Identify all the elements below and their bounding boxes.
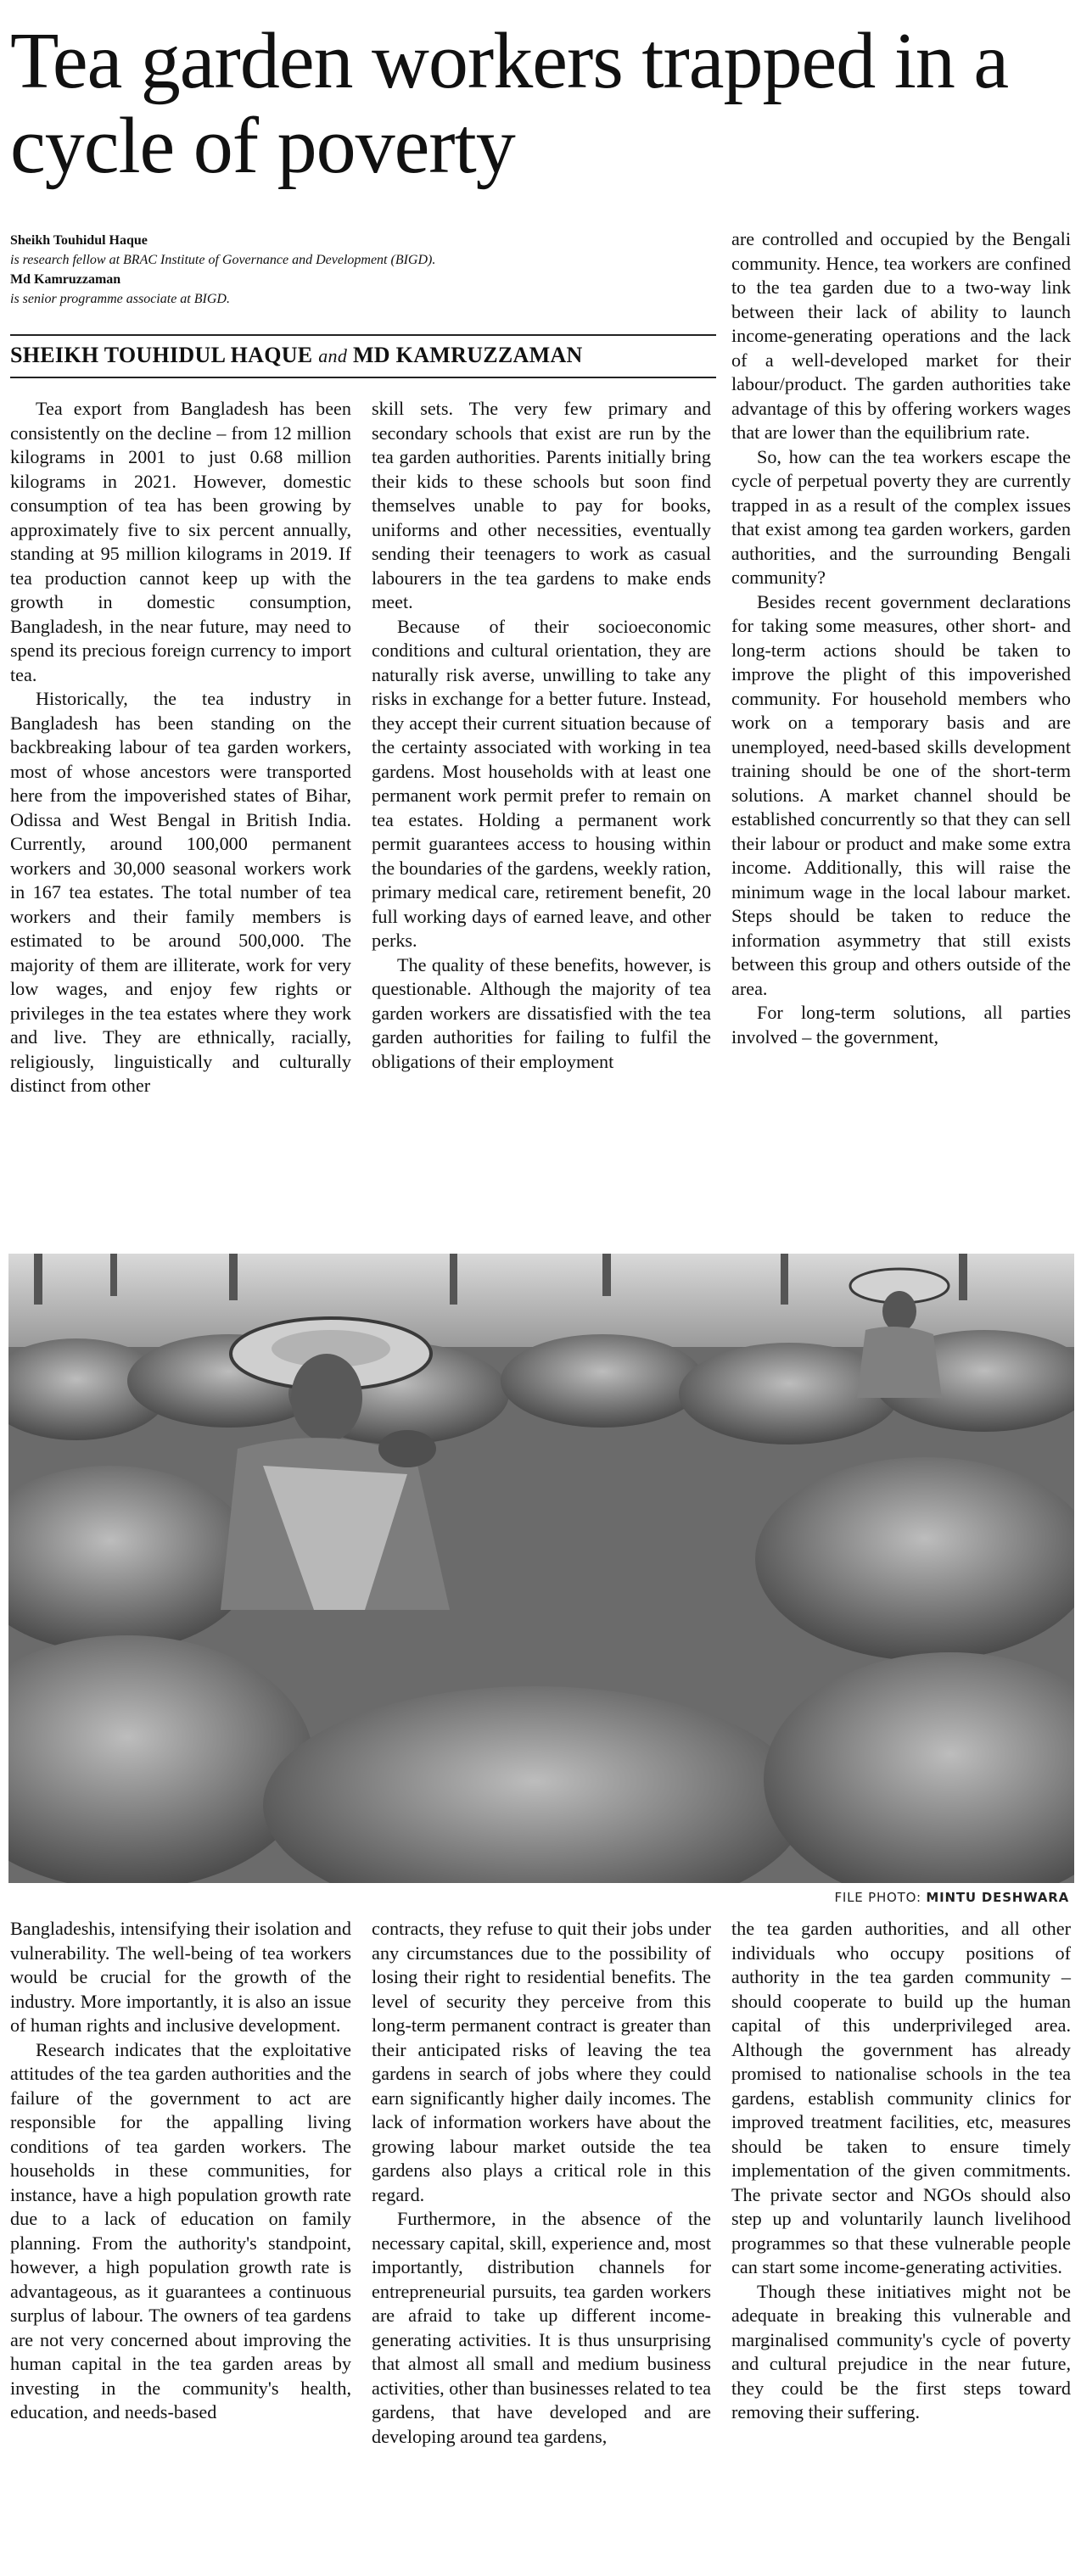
author-info-role: is research fellow at BRAC Institute of Governance and Development (BIGD). (10, 253, 436, 267)
headline: Tea garden workers trapped in a cycle of poverty (10, 17, 1009, 190)
byline (10, 343, 716, 369)
article-column-1 (10, 397, 351, 1215)
article-paragraph: The quality of these benefits, however, is questionable. Although the majority of tea garden workers are dissatisfied with the tea garden authorities for failing to fulfil the obligations of their employment (372, 953, 711, 1072)
article-paragraph: Tea export from Bangladesh has been consistently on the decline – from 12 million kilograms in 2001 to just 0.68 million kilograms in 2021. However, domestic consumption of tea has been growing by approximately five to six percent annually, standing at 95 million kilograms in 2019. If tea production cannot keep up with the growth in domestic consumption, Bangladesh, in the near future, may need to spend its precious foreign currency to import tea. (10, 398, 351, 685)
tea-picker-photo-graphic (8, 1254, 1074, 1883)
author-info-name: Sheikh Touhidul Haque (10, 233, 148, 248)
article-paragraph: Historically, the tea industry in Bangladesh has been standing on the backbreaking labour of tea garden workers, most of whose ancestors were transported here from the impoverished states of Bihar, Odissa and West Bengal in British India. Currently, around 100,000 permanent workers and 30,000 seasonal workers work in 167 tea estates. The total number of tea workers and their family members is estimated to be around 500,000. The majority of them are illiterate, work for very low wages, and enjoy few rights or privileges in the tea estates where they work and live. They are ethnically, racially, religiously, linguistically and culturally distinct from other (10, 688, 351, 1096)
photo-credit (834, 1890, 1069, 1905)
author-info-role: is senior programme associate at BIGD. (10, 292, 230, 306)
byline-and: and (318, 345, 348, 366)
article-paragraph: are controlled and occupied by the Bengali community. Hence, tea workers are confined to the tea garden due to a two-way link between their lack of ability to launch income-generating operations and the lack of a well-developed market for their labour/product. The garden authorities take advantage of this by offering workers wages that are lower than the equilibrium rate. (731, 228, 1071, 443)
article-paragraph: the tea garden authorities, and all other individuals who occupy positions of authority in the tea garden community – should cooperate to build up the human capital of this underprivileged area. Although the government has already promised to nationalise schools in the tea gardens, establish community clinics for improved treatment facilities, etc, measures should be taken to ensure timely implementation of the given commitments. The private sector and NGOs should also step up and voluntarily launch livelihood programmes so that these vulnerable people can start some income-generating activities. (731, 1918, 1071, 2277)
byline-author-1: SHEIKH TOUHIDUL HAQUE (10, 343, 313, 367)
article-paragraph: contracts, they refuse to quit their jobs under any circumstances due to the possibility of losing their right to residential benefits. The level of security they perceive from this long-term permanent contract is greater than their anticipated risks of leaving the tea gardens in search of jobs where they could earn significantly higher daily incomes. The lack of information workers have about the growing labour market outside the tea gardens also plays a critical role in this regard. (372, 1918, 711, 2205)
author-info-name: Md Kamruzzaman (10, 272, 121, 287)
article-paragraph: For long-term solutions, all parties involved – the government, (731, 1002, 1071, 1048)
article-column-5 (372, 1917, 711, 2570)
article-paragraph: Bangladeshis, intensifying their isolation and vulnerability. The well-being of tea workers would be crucial for the growth of the industry. More importantly, it is also an issue of human rights and inclusive development. (10, 1918, 351, 2036)
article-column-6 (731, 1917, 1071, 2570)
article-paragraph: Research indicates that the exploitative attitudes of the tea garden authorities and the failure of the government to act are responsible for the appalling living conditions of tea garden workers. The households in these communities, for instance, have a high population growth rate due to a lack of education on family planning. From the authority's standpoint, however, a high population growth rate is advantageous, as it guarantees a continuous surplus of labour. The owners of tea gardens are not very concerned about improving the human capital in the tea garden areas by investing in the community's health, education, and needs-based (10, 2038, 351, 2422)
article-column-2 (372, 397, 711, 1215)
byline-top-rule (10, 334, 716, 336)
article-column-4 (10, 1917, 351, 2570)
author-info-box (10, 231, 723, 309)
article-photo (8, 1254, 1074, 1883)
article-paragraph: Because of their socioeconomic conditions and cultural orientation, they are naturally risk averse, unwilling to take any risks in exchange for a better future. Instead, they accept their current situation because of the certainty associated with working in tea gardens. Most households with at least one permanent work permit prefer to remain on tea estates. Holding a permanent work permit guarantees access to housing within the boundaries of the gardens, weekly ration, primary medical care, retirement benefit, 20 full working days of earned leave, and other perks. (372, 615, 711, 951)
article-column-3 (731, 227, 1071, 1215)
byline-bottom-rule (10, 377, 716, 378)
worker-figure (221, 1318, 450, 1610)
article-paragraph: Furthermore, in the absence of the necessary capital, skill, experience and, most importantly, distribution channels for entrepreneurial pursuits, tea garden workers are afraid to take up different income-generating activities. It is thus unsurprising that almost all small and medium business activities, other than businesses related to tea gardens, that have developed and are developing around tea gardens, (372, 2208, 711, 2447)
article-paragraph: skill sets. The very few primary and secondary schools that exist are run by the tea garden authorities. Parents initially bring their kids to these schools but soon find themselves unable to pay for books, uniforms and other necessities, eventually sending their teenagers to work as casual labourers in the tea gardens to make ends meet. (372, 398, 711, 612)
byline-author-2: MD KAMRUZZAMAN (352, 343, 583, 367)
article-paragraph: Though these initiatives might not be adequate in breaking this vulnerable and marginalised community's cycle of poverty and cultural prejudice in the near future, they could be the first steps toward removing their suffering. (731, 2280, 1071, 2422)
article-paragraph: Besides recent government declarations for taking some measures, other short- and long-term actions should be taken to improve the plight of this impoverished community. For household members who work on a temporary basis and are unemployed, need-based skills development training should be one of the short-term solutions. A market channel should be established concurrently so that they can sell their labour or product and make some extra income. Additionally, this will raise the minimum wage in the local labour market. Steps should be taken to reduce the information asymmetry that still exists between this group and others outside of the area. (731, 590, 1071, 999)
photo-credit-name: MINTU DESHWARA (926, 1890, 1069, 1905)
photo-credit-label: FILE PHOTO: (834, 1890, 921, 1905)
article-paragraph: So, how can the tea workers escape the cycle of perpetual poverty they are currently trapped in as a result of the complex issues that exist among tea garden workers, garden authorities, and the surrounding Bengali community? (731, 445, 1071, 588)
